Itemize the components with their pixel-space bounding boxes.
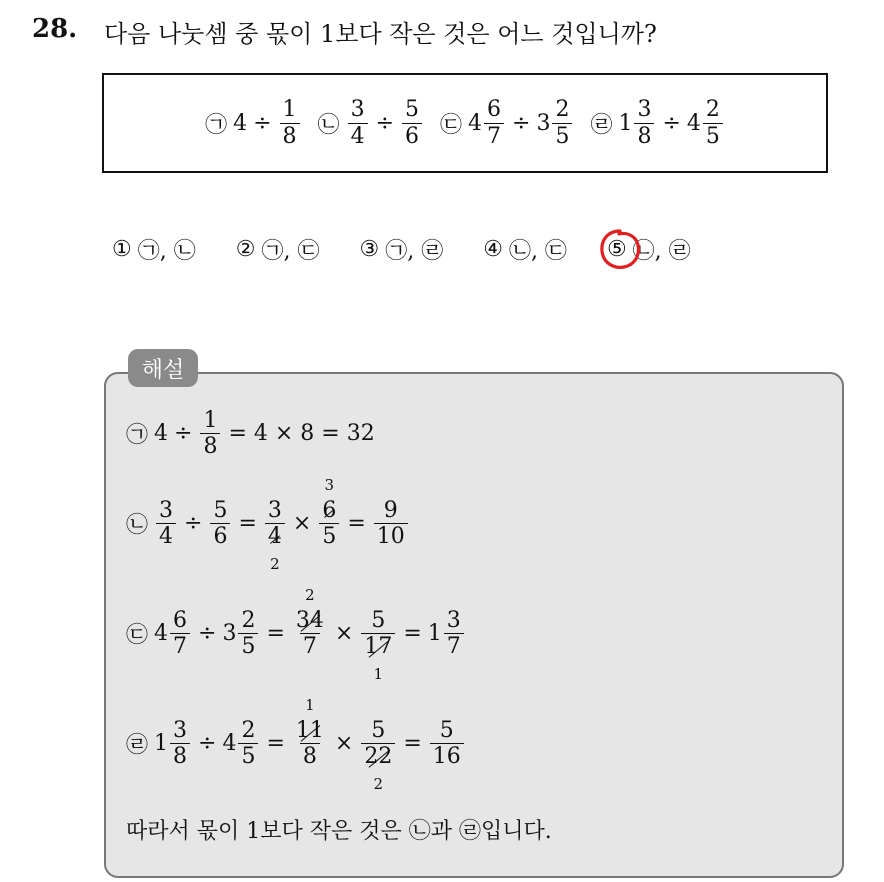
- choice-5[interactable]: ⑤ ㉡, ㉣: [607, 234, 691, 265]
- expression-c: [440, 97, 574, 149]
- fraction: $\frac{3}{4}$: [348, 97, 368, 149]
- expression-b: [318, 97, 424, 149]
- solution-panel: [104, 372, 844, 878]
- expression-d: [590, 97, 724, 149]
- fraction: $\frac{5}{6}$: [402, 97, 422, 149]
- op: ÷: [375, 110, 394, 136]
- whole: 4: [686, 110, 701, 136]
- op: ÷: [662, 110, 681, 136]
- answer-choices: [112, 234, 832, 265]
- fraction: $\frac{2}{5}$: [703, 97, 723, 149]
- choice-1[interactable]: ① ㉠, ㉡: [112, 237, 196, 264]
- op: ÷: [512, 110, 531, 136]
- whole: 4: [468, 110, 483, 136]
- choice-3[interactable]: ③ ㉠, ㉣: [359, 237, 444, 264]
- solution-line-b: ㉡ $\frac{3}{4}$ ÷ $\frac{5}{6}$ = 3 4 2 × 6 3 5 = $\frac{9}{10}$: [126, 498, 410, 550]
- question-text: 다음 나눗셈 중 몫이 1보다 작은 것은 어느 것입니까?: [104, 20, 657, 48]
- solution-tag: 해설: [128, 349, 198, 387]
- fraction: $\frac{6}{7}$: [484, 97, 504, 149]
- red-circle-icon: [597, 227, 643, 273]
- selected-mark: ⑤: [607, 237, 627, 262]
- solution-conclusion: 따라서 몫이 1보다 작은 것은 ㉡과 ㉣입니다.: [126, 819, 552, 844]
- label-b: ㉡: [317, 112, 340, 138]
- solution-line-d: ㉣ 1 $\frac{3}{8}$ ÷ 4 $\frac{2}{5}$ = 11 1 8 × 5 22 2 = $\frac{5}{16}$: [126, 718, 466, 770]
- solution-line-c: ㉢ 4 $\frac{6}{7}$ ÷ 3 $\frac{2}{5}$ = 34 2 7 × 5 17 1 = 1 $\frac{3}{7}$: [126, 608, 466, 660]
- fraction: $\frac{1}{8}$: [280, 97, 300, 149]
- fraction: $\frac{1}{8}$: [200, 408, 220, 460]
- whole: 1: [618, 110, 633, 136]
- expression-a: [205, 97, 301, 149]
- question-number: 28.: [32, 14, 78, 44]
- whole: 3: [536, 110, 551, 136]
- label-c: ㉢: [440, 112, 463, 138]
- op: ÷: [253, 110, 272, 136]
- fraction: $\frac{3}{8}$: [634, 97, 654, 149]
- label-a: ㉠: [205, 112, 228, 138]
- expression-box: [102, 73, 828, 173]
- whole: 4: [233, 110, 248, 136]
- fraction: $\frac{2}{5}$: [552, 97, 572, 149]
- label-d: ㉣: [590, 112, 613, 138]
- solution-line-a: ㉠ 4 ÷ $\frac{1}{8}$ = 4 × 8 = 32: [126, 408, 375, 460]
- choice-2[interactable]: ② ㉠, ㉢: [235, 237, 320, 264]
- choice-4[interactable]: ④ ㉡, ㉢: [483, 237, 567, 264]
